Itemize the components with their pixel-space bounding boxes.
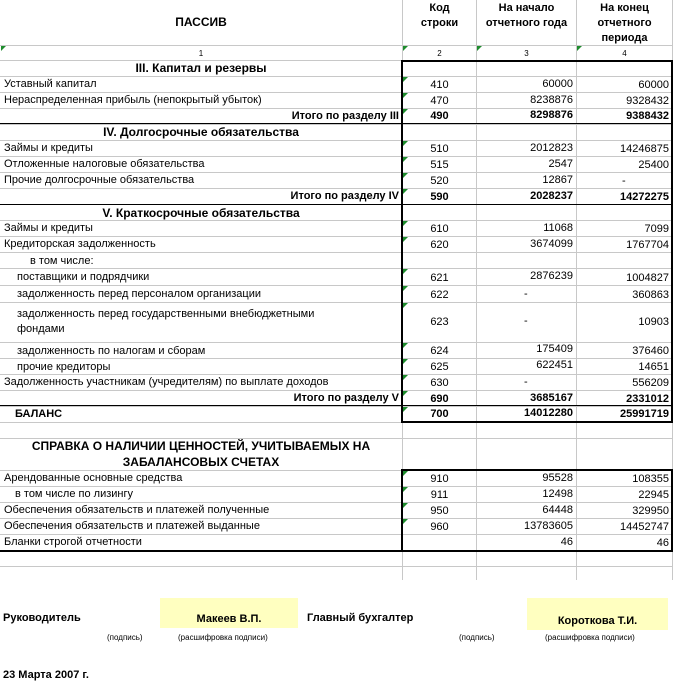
value-end: 14272275 [620,191,669,203]
value-end: 14452747 [620,521,669,533]
row-code: 624 [430,345,449,357]
value-begin: 64448 [542,504,573,516]
grid-line [0,502,673,503]
balance-label: БАЛАНС [15,408,63,420]
value-end: 2331012 [626,393,669,405]
table-border [401,469,673,471]
value-begin: 8238876 [530,94,573,106]
row-label: Займы и кредиты [4,142,93,154]
column-header-code-line2: строки [420,17,459,29]
table-border [401,421,673,423]
cell-comment-icon [477,46,482,51]
column-number-1: 1 [198,49,204,58]
value-end: 10903 [638,316,669,328]
column-header-end-line1: На конец [600,2,649,14]
section-heading: III. Капитал и резервы [135,61,267,75]
grid-line [0,156,673,157]
grid-line [0,285,673,286]
row-label: в том числе по лизингу [15,488,133,500]
total-label: Итого по разделу V [293,392,399,404]
accountant-name: Короткова Т.И. [557,615,638,627]
cell-comment-icon [403,46,408,51]
cell-comment-icon [403,303,408,308]
value-begin: 46 [560,536,573,548]
value-end: 108355 [632,473,669,485]
grid-line [0,268,673,269]
grid-line [0,92,673,93]
value-begin: 2547 [548,158,573,170]
grid-line [0,486,673,487]
value-begin: 2028237 [530,190,573,202]
row-label: задолженность по налогам и сборам [17,345,206,357]
value-end: 14246875 [620,143,669,155]
row-code: 490 [430,110,449,122]
row-code: 515 [430,159,449,171]
value-end: 14651 [638,361,669,373]
value-end: 25400 [638,159,669,171]
row-code: 510 [430,143,449,155]
value-end: 9328432 [626,95,669,107]
column-header-end-line2: отчетного [597,17,652,29]
value-begin: 12867 [542,174,573,186]
column-header-begin-line1: На начало [498,2,555,14]
row-code: 520 [430,175,449,187]
section-heading: IV. Долгосрочные обязательства [103,125,299,139]
column-header-begin-line2: отчетного года [485,17,568,29]
row-label: Арендованные основные средства [4,472,183,484]
page-title: ПАССИВ [175,15,227,29]
column-header-end-line3: периода [601,32,648,44]
row-code: 690 [430,393,449,405]
value-end: 360863 [632,289,669,301]
value-begin: 14012280 [524,407,573,419]
row-code: 700 [430,408,449,420]
column-header-code-line1: Код [429,2,450,14]
row-code: 630 [430,377,449,389]
value-end: 556209 [632,377,669,389]
row-code: 960 [430,521,449,533]
value-begin: 11068 [543,222,573,234]
row-code: 910 [430,473,449,485]
head-decode-caption: (расшифровка подписи) [178,633,268,642]
offbalance-title-line1: СПРАВКА О НАЛИЧИИ ЦЕННОСТЕЙ, УЧИТЫВАЕМЫХ НА [31,439,371,453]
row-label: Задолженность участникам (учредителям) по выплате доходов [4,376,329,388]
grid-line [0,188,673,189]
grid-line [0,76,673,77]
row-code: 470 [430,95,449,107]
row-code: 623 [430,316,449,328]
accountant-decode-caption: (расшифровка подписи) [545,633,635,642]
grid-line [0,390,673,391]
row-code: 950 [430,505,449,517]
row-code: 610 [430,223,449,235]
grid-line [0,374,673,375]
row-label: Кредиторская задолженность [4,238,156,250]
value-begin: 95528 [542,472,573,484]
total-label: Итого по разделу IV [290,190,399,202]
value-begin: 13783605 [524,520,573,532]
value-begin: 12498 [542,488,573,500]
value-end: 22945 [638,489,669,501]
value-begin: - [524,315,528,327]
grid-line [0,45,673,46]
value-end: 46 [656,537,669,549]
row-label: Отложенные налоговые обязательства [4,158,205,170]
total-label: Итого по разделу III [291,110,399,122]
row-code: 590 [430,191,449,203]
value-begin: 3674099 [530,238,573,250]
row-label: Бланки строгой отчетности [4,536,142,548]
value-end: 329950 [632,505,669,517]
value-end: 1767704 [626,239,669,251]
row-label: Обеспечения обязательств и платежей полученные [4,504,270,516]
grid-line [0,140,673,141]
value-end: 1004827 [626,272,669,284]
accountant-label: Главный бухгалтер [307,612,414,624]
head-label: Руководитель [3,612,81,624]
cell-comment-icon [1,46,6,51]
grid-line [0,124,673,125]
row-label: Нераспределенная прибыль (непокрытый убыток) [4,94,262,106]
grid-line [0,220,673,221]
value-end: 60000 [638,79,669,91]
row-label: в том числе: [30,255,94,267]
value-begin: 175409 [536,343,573,355]
grid-line [0,566,673,567]
head-name: Макеев В.П. [196,613,262,625]
grid-line [0,534,673,535]
row-code: 622 [430,289,449,301]
row-label: прочие кредиторы [17,361,111,373]
table-border [0,123,673,124]
row-label: поставщики и подрядчики [17,271,150,283]
row-label: задолженность перед государственными внебюджетными [17,308,315,320]
row-label: фондами [17,323,65,335]
report-date: 23 Марта 2007 г. [3,669,89,681]
section-heading: V. Краткосрочные обязательства [102,206,300,220]
value-begin: 60000 [542,78,573,90]
value-begin: 2012823 [530,142,573,154]
head-sign-caption: (подпись) [107,633,143,642]
row-code: 911 [430,489,449,501]
row-code: 621 [430,272,449,284]
value-begin: - [524,288,528,300]
value-begin: 622451 [536,359,573,371]
column-number-4: 4 [622,49,627,58]
table-border [401,60,673,62]
row-code: 620 [430,239,449,251]
value-begin: 8298876 [530,109,573,121]
row-code: 625 [430,361,449,373]
row-label: Обеспечения обязательств и платежей выданные [4,520,260,532]
grid-line [0,252,673,253]
value-end: 25991719 [620,408,669,420]
offbalance-title-line2: ЗАБАЛАНСОВЫХ СЧЕТАХ [122,455,280,469]
row-label: Займы и кредиты [4,222,93,234]
grid-line [0,518,673,519]
column-number-3: 3 [524,49,529,58]
grid-line [0,236,673,237]
row-label: Уставный капитал [4,78,97,90]
value-begin: 2876239 [530,270,573,282]
column-number-2: 2 [437,49,442,58]
row-label: задолженность перед персоналом организации [17,288,261,300]
row-label: Прочие долгосрочные обязательства [4,174,195,186]
cell-comment-icon [577,46,582,51]
value-begin: 3685167 [530,392,573,404]
row-code: 410 [430,79,449,91]
value-end: 7099 [644,223,669,235]
table-border [0,550,673,552]
value-end: - [622,175,626,187]
accountant-sign-caption: (подпись) [459,633,495,642]
value-end: 9388432 [626,110,669,122]
value-begin: - [524,376,528,388]
table-border [0,204,673,205]
table-border [0,405,673,406]
value-end: 376460 [632,345,669,357]
grid-line [0,302,673,303]
grid-line [0,172,673,173]
